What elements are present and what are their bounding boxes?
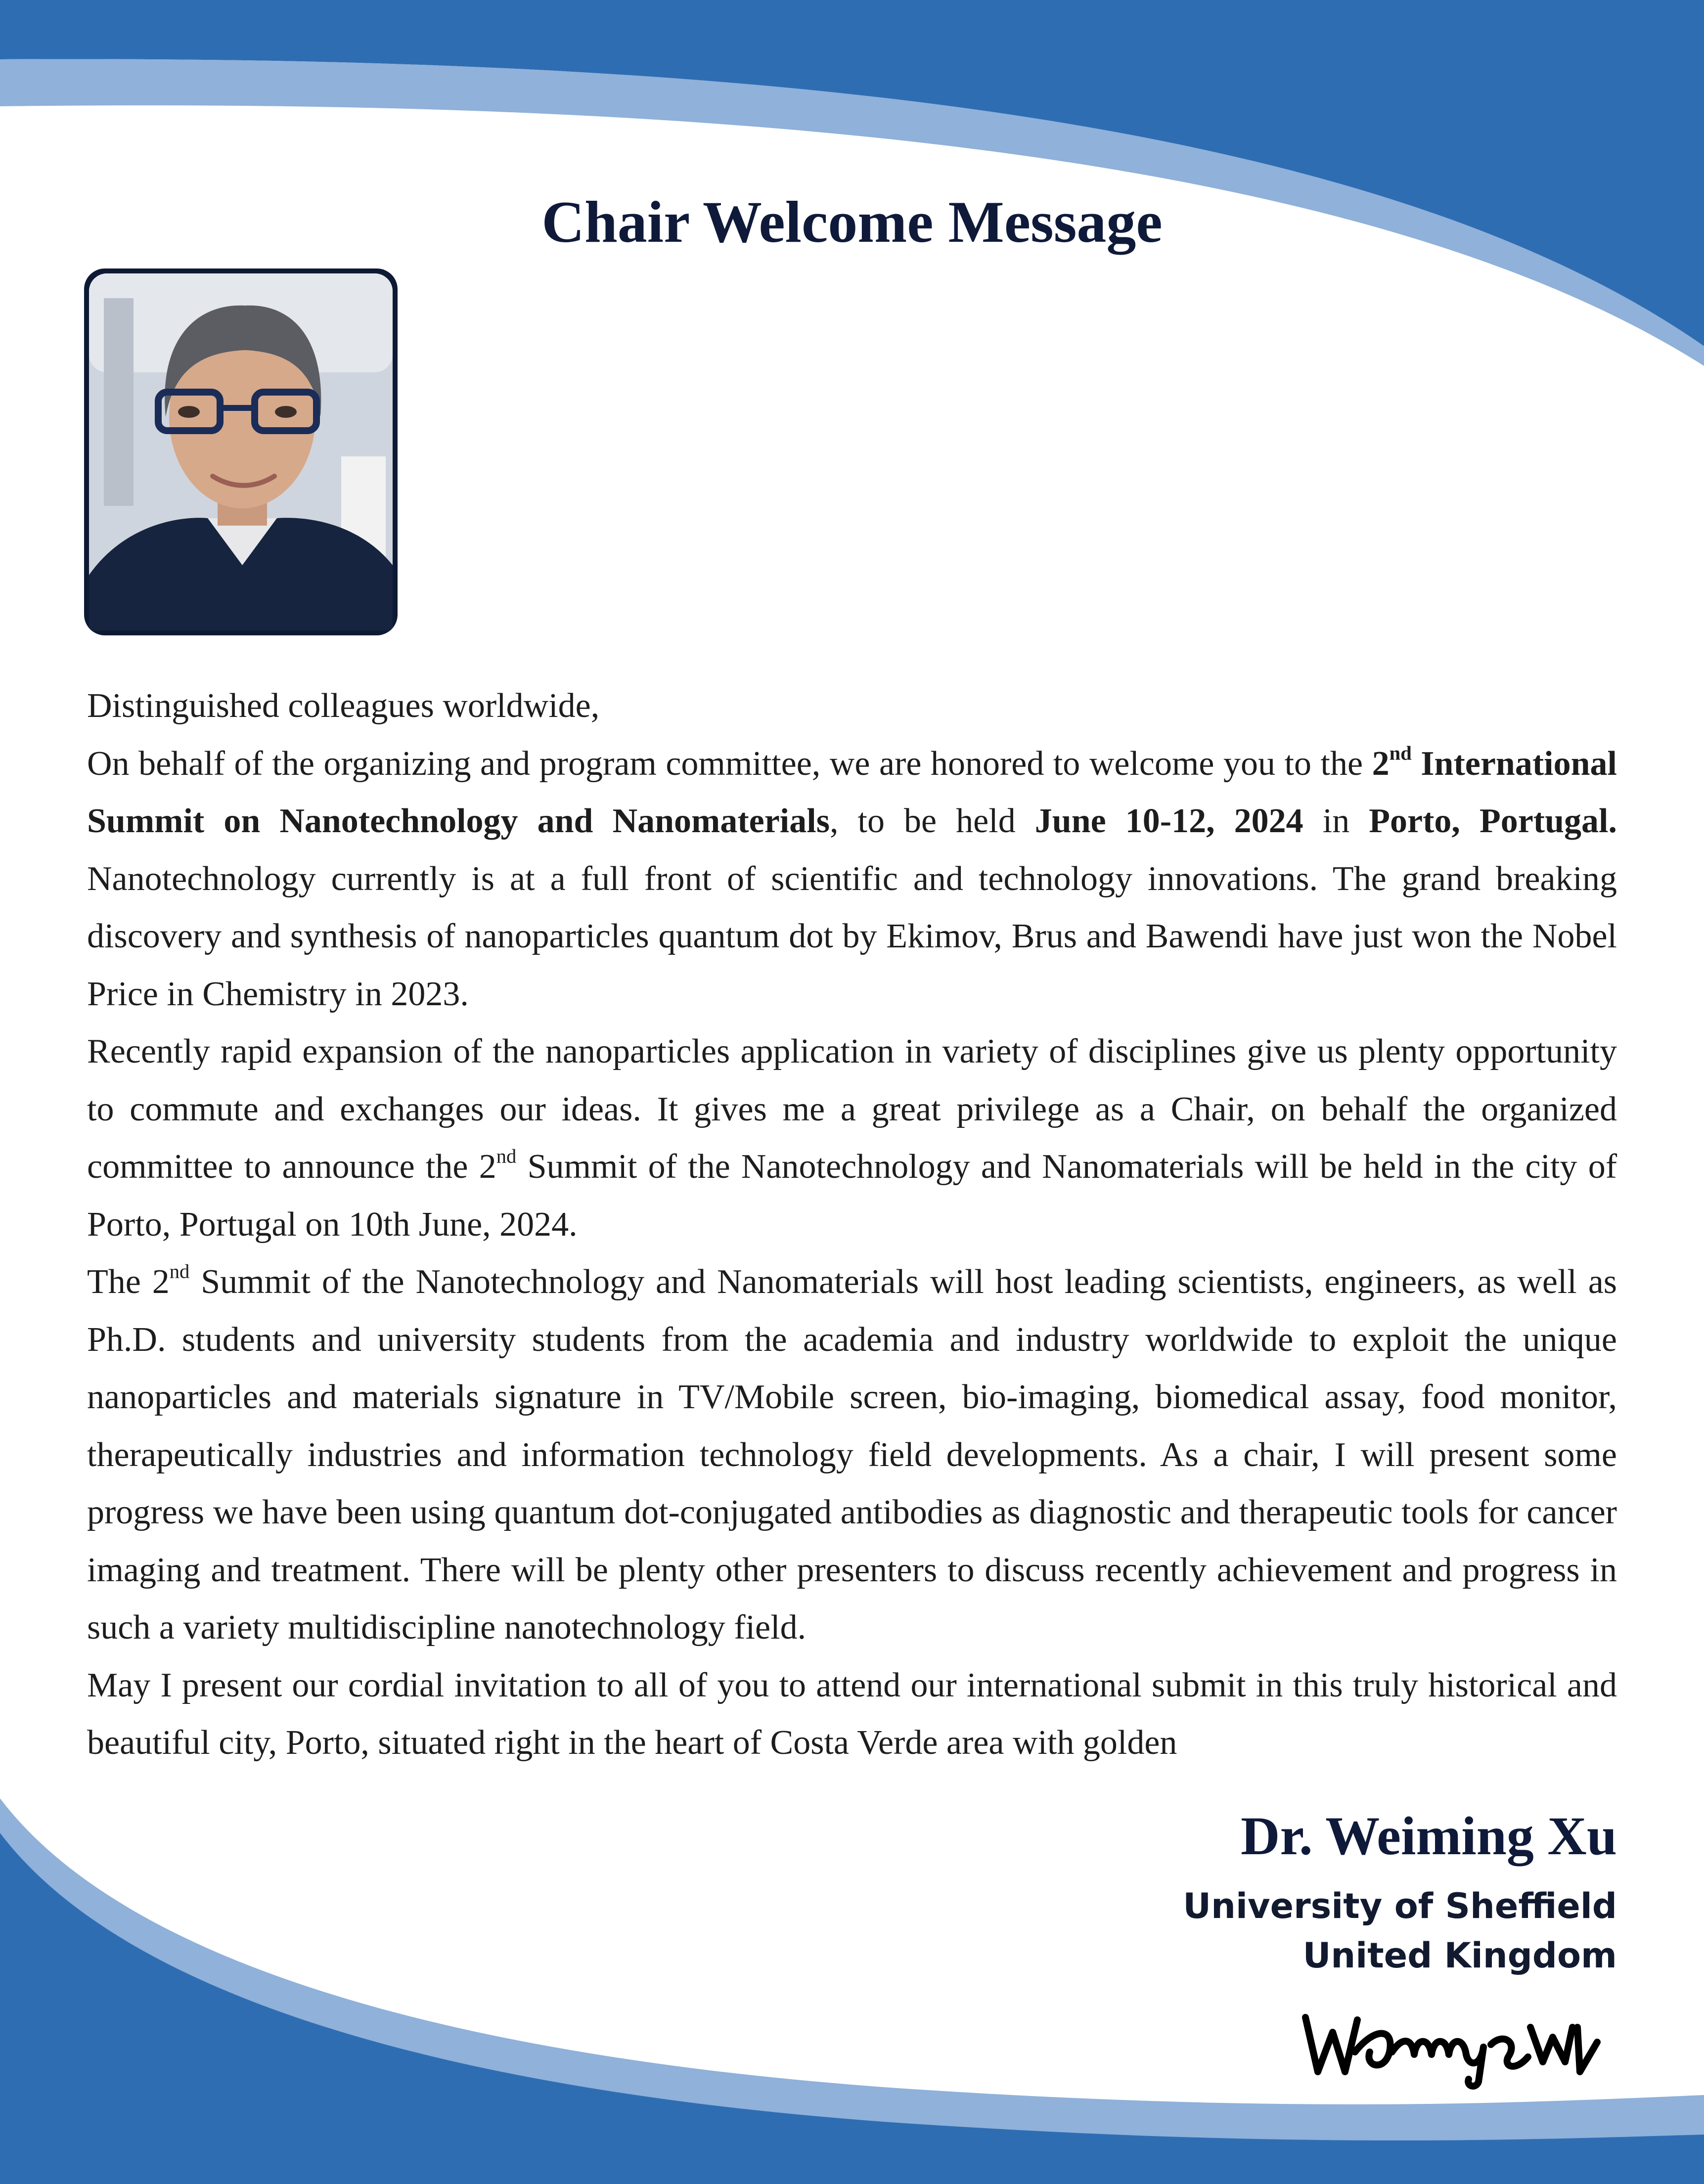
chair-country: United Kingdom	[1302, 1935, 1617, 1976]
letter-body	[87, 677, 1617, 1772]
in-text: in	[1303, 802, 1369, 840]
intro-text: On behalf of the organizing and program committee, we are honored to welcome you to the	[87, 744, 1372, 783]
chair-university: University of Sheffield	[1183, 1885, 1617, 1926]
paragraph-intro	[87, 735, 1617, 1024]
expansion-ordinal-suffix: nd	[496, 1145, 517, 1167]
expansion-text-b: Summit of the Nanotechnology and Nanomaterials will be held in the city of Porto, Portugal on 10th June, 2024.	[87, 1148, 1617, 1244]
paragraph-summit-host	[87, 1253, 1617, 1657]
summit-ordinal-suffix: nd	[1389, 742, 1412, 764]
intro-rest: Nanotechnology currently is at a full front of scientific and technology innovations. The grand breaking discovery and synthesis of nanoparticles quantum dot by Ekimov, Brus and Bawendi have just won the Nobel Price in Chemistry in 2023.	[87, 859, 1617, 1013]
held-text: , to be held	[829, 802, 1035, 840]
expansion-text-a: Recently rapid expansion of the nanoparticles application in variety of disciplines give us plenty opportunity to commute and exchanges our ideas. It gives me a great privilege as a Chair, on behalf the organized committee to announce the 2	[87, 1032, 1617, 1186]
summit-title: International Summit on Nanotechnology and Nanomaterials	[87, 744, 1617, 840]
host-ordinal-suffix: nd	[169, 1260, 190, 1283]
summit-date: June 10-12, 2024	[1034, 802, 1303, 840]
summit-ordinal: 2	[1372, 744, 1390, 783]
signature-block	[1183, 1805, 1617, 1980]
salutation: Distinguished colleagues worldwide,	[87, 687, 600, 725]
chair-name: Dr. Weiming Xu	[1241, 1806, 1617, 1866]
page-title: Chair Welcome Message	[541, 189, 1163, 255]
paragraph-invitation: May I present our cordial invitation to all of you to attend our international submit in this truly historical and beautiful city, Porto, situated right in the heart of Costa Verde area with golden	[87, 1666, 1617, 1762]
chair-portrait-photo	[84, 268, 398, 635]
summit-location: Porto, Portugal.	[1369, 802, 1617, 840]
portrait-illustration	[84, 268, 398, 635]
paragraph-expansion	[87, 1023, 1617, 1253]
host-text-b: Summit of the Nanotechnology and Nanomaterials will host leading scientists, engineers, as well as Ph.D. students and university students from the academia and industry worldwide to exploit the unique nanoparticles and materials signature in TV/Mobile screen, bio-imaging, biomedical assay, food monitor, therapeutically industries and information technology field developments. As a chair, I will present some progress we have been using quantum dot-conjugated antibodies as diagnostic and therapeutic tools for cancer imaging and treatment. There will be plenty other presenters to discuss recently achievement and progress in such a variety multidiscipline nanotechnology field.	[87, 1263, 1617, 1647]
handwritten-signature	[1296, 1998, 1617, 2092]
host-text-a: The 2	[87, 1263, 170, 1301]
